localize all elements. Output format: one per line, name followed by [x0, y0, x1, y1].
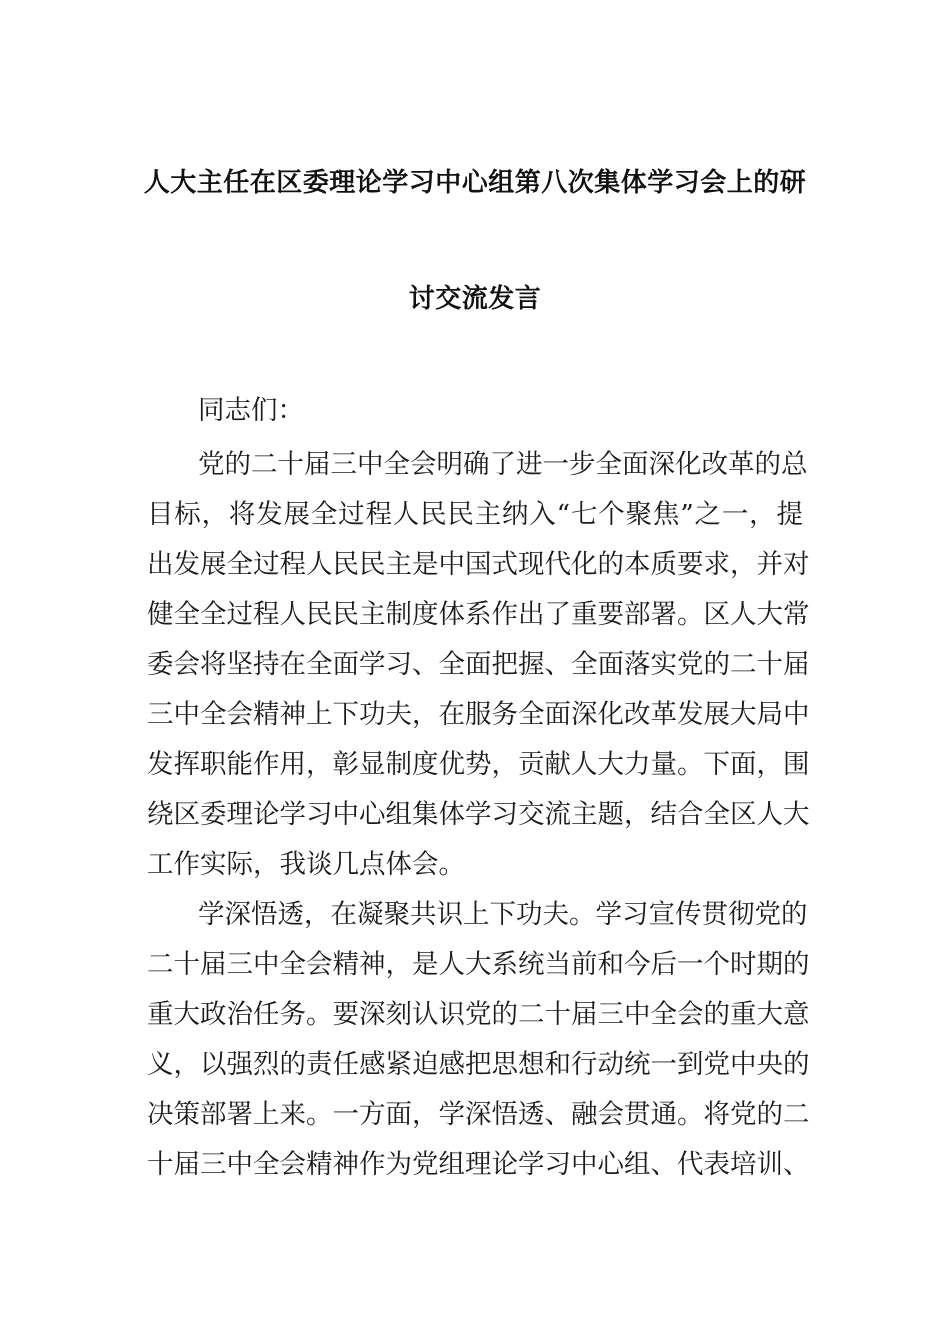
paragraph-2-line: 二十届三中全会精神，是人大系统当前和今后一个时期的	[147, 949, 810, 980]
paragraph-1-line: 委会将坚持在全面学习、全面把握、全面落实党的二十届	[147, 649, 810, 680]
paragraph-1-line: 发挥职能作用，彰显制度优势，贡献人大力量。下面，围	[147, 749, 810, 780]
paragraph-2-line: 十届三中全会精神作为党组理论学习中心组、代表培训、	[147, 1149, 810, 1180]
paragraph-1-line: 党的二十届三中全会明确了进一步全面深化改革的总	[198, 449, 808, 480]
paragraph-2-line: 学深悟透，在凝聚共识上下功夫。学习宣传贯彻党的	[198, 899, 808, 930]
paragraph-2-line: 决策部署上来。一方面，学深悟透、融会贯通。将党的二	[147, 1099, 810, 1130]
document-title-line-1: 人大主任在区委理论学习中心组第八次集体学习会上的研	[143, 168, 807, 198]
paragraph-2-line: 义，以强烈的责任感紧迫感把思想和行动统一到党中央的	[147, 1049, 810, 1080]
paragraph-1-line: 工作实际，我谈几点体会。	[147, 849, 465, 880]
paragraph-1-line: 健全全过程人民民主制度体系作出了重要部署。区人大常	[147, 599, 810, 630]
paragraph-1-line: 出发展全过程人民民主是中国式现代化的本质要求，并对	[147, 549, 810, 580]
paragraph-2-line: 重大政治任务。要深刻认识党的二十届三中全会的重大意	[147, 999, 810, 1030]
paragraph-1-line: 三中全会精神上下功夫，在服务全面深化改革发展大局中	[147, 699, 810, 730]
document-title-line-2: 讨交流发言	[408, 284, 542, 314]
paragraph-1-line: 绕区委理论学习中心组集体学习交流主题，结合全区人大	[147, 799, 810, 830]
paragraph-1-line: 目标，将发展全过程人民民主纳入“七个聚焦”之一，提	[147, 499, 803, 530]
salutation: 同志们：	[198, 395, 304, 426]
